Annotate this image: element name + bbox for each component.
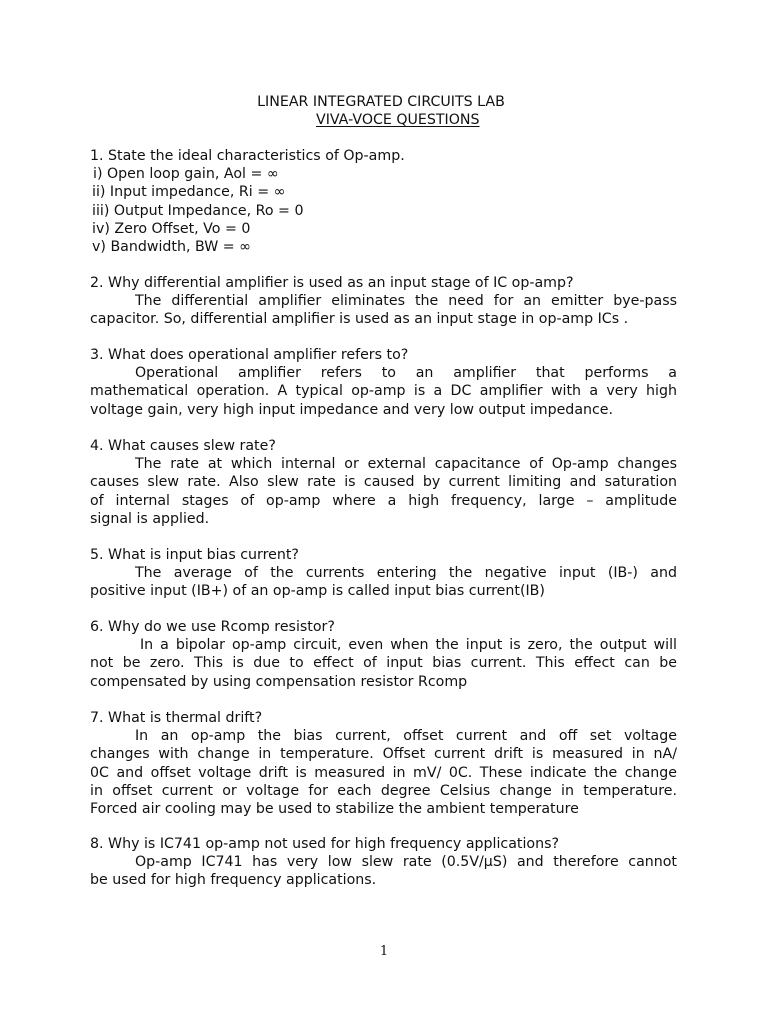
question-7: 7. What is thermal drift? [90, 710, 263, 726]
page-number: 1 [379, 944, 389, 959]
question-1: 1. State the ideal characteristics of Op-amp. [90, 148, 405, 164]
answer-6-line-1: In a bipolar op-amp circuit, even when the input is zero, the output will [140, 637, 677, 654]
answer-2-line-1: The differential amplifier eliminates the need for an emitter bye-pass [135, 293, 677, 310]
question-2-block [90, 274, 677, 329]
answer-7-line-2: changes with change in temperature. Offset current drift is measured in nA/ [90, 746, 677, 763]
answer-5-line-1: The average of the currents entering the negative input (IB-) and [135, 565, 677, 582]
question-8-block [90, 835, 677, 890]
answer-4-line-1: The rate at which internal or external capacitance of Op-amp changes [135, 456, 677, 473]
answer-7-line-3: 0C and offset voltage drift is measured in mV/ 0C. These indicate the change [90, 764, 677, 781]
question-1-block [90, 147, 677, 256]
answer-3-line-3: voltage gain, very high input impedance and very low output impedance. [90, 401, 614, 418]
question-4-block [90, 437, 677, 528]
question-4: 4. What causes slew rate? [90, 438, 276, 454]
question-6-block [90, 618, 677, 691]
question-3-block [90, 346, 677, 419]
question-7-block [90, 709, 677, 818]
answer-8-line-1: Op-amp IC741 has very low slew rate (0.5V/µS) and therefore cannot [135, 854, 677, 871]
answer-2-line-2: capacitor. So, differential amplifier is used as an input stage in op-amp ICs . [90, 311, 629, 328]
question-8: 8. Why is IC741 op-amp not used for high frequency applications? [90, 836, 560, 852]
question-5: 5. What is input bias current? [90, 547, 299, 563]
answer-5-line-2: positive input (IB+) of an op-amp is called input bias current(IB) [90, 583, 545, 600]
document-title: LINEAR INTEGRATED CIRCUITS LAB [257, 94, 505, 110]
q1-item-1: i) Open loop gain, Aol = ∞ [93, 166, 279, 183]
answer-4-line-3: of internal stages of op-amp where a high frequency, large – amplitude [90, 492, 677, 509]
answer-8-line-2: be used for high frequency applications. [90, 872, 377, 889]
question-3: 3. What does operational amplifier refers to? [90, 347, 409, 363]
q1-item-5: v) Bandwidth, BW = ∞ [92, 238, 251, 255]
document-subtitle: VIVA-VOCE QUESTIONS [316, 112, 480, 128]
answer-3-line-1: Operational amplifier refers to an amplifier that performs a [135, 365, 677, 382]
answer-6-line-2: not be zero. This is due to effect of input bias current. This effect can be [90, 655, 677, 672]
question-5-block [90, 546, 677, 601]
answer-7-line-1: In an op-amp the bias current, offset current and off set voltage [135, 728, 677, 745]
q1-item-2: ii) Input impedance, Ri = ∞ [92, 184, 286, 201]
q1-item-3: iii) Output Impedance, Ro = 0 [92, 202, 304, 219]
answer-6-line-3: compensated by using compensation resistor Rcomp [90, 673, 468, 690]
answer-7-line-4: in offset current or voltage for each degree Celsius change in temperature. [90, 782, 677, 799]
answer-3-line-2: mathematical operation. A typical op-amp is a DC amplifier with a very high [90, 383, 677, 400]
question-2: 2. Why differential amplifier is used as an input stage of IC op-amp? [90, 275, 574, 291]
answer-4-line-2: causes slew rate. Also slew rate is caused by current limiting and saturation [90, 474, 677, 491]
q1-item-4: iv) Zero Offset, Vo = 0 [92, 220, 251, 237]
question-6: 6. Why do we use Rcomp resistor? [90, 619, 335, 635]
answer-4-line-4: signal is applied. [90, 510, 210, 527]
answer-7-line-5: Forced air cooling may be used to stabilize the ambient temperature [90, 800, 579, 817]
